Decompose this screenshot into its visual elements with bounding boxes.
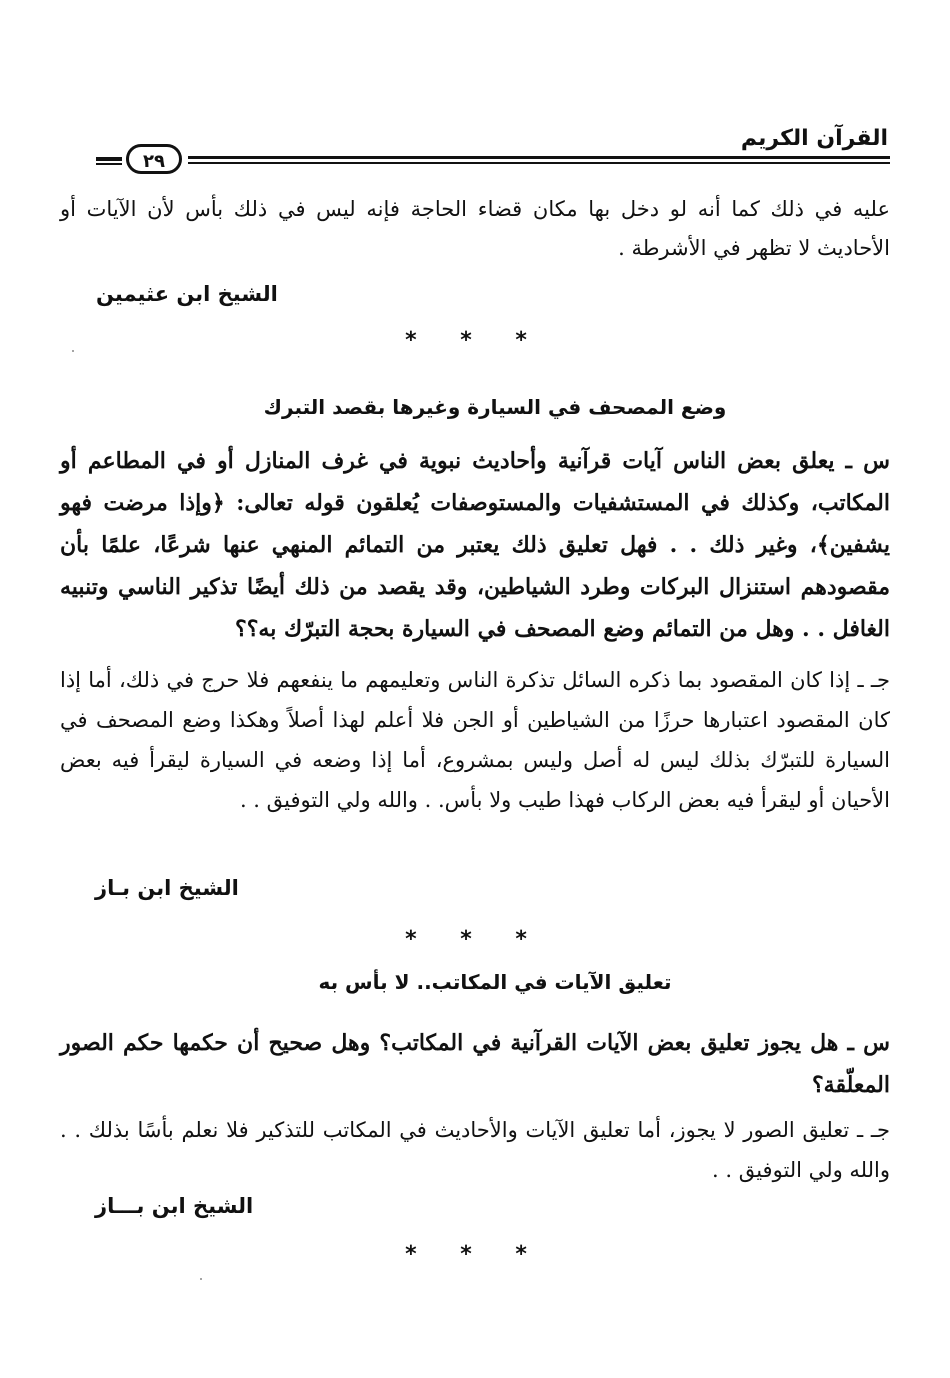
question-paragraph-2: س ـ هل يجوز تعليق بعض الآيات القرآنية في المكاتب؟ وهل صحيح أن حكمها حكم الصور المعلّقة؟ xyxy=(60,1030,890,1098)
intro-paragraph: عليه في ذلك كما أنه لو دخل بها مكان قضاء الحاجة فإنه ليس في ذلك بأس لأن الآيات أو الأحاديث لا تظهر في الأشرطة . xyxy=(60,197,890,260)
answer-paragraph-2: جـ ـ تعليق الصور لا يجوز، أما تعليق الآيات والأحاديث في المكاتب للتذكير فلا نعلم بأسًا بذلك . . والله ولي التوفيق . . xyxy=(60,1118,890,1182)
signature-ibn-uthaymeen: الشيخ ابن عثيمين xyxy=(96,282,278,306)
section-separator-stars: * * * xyxy=(405,328,545,353)
header-rule xyxy=(96,152,890,172)
answer-paragraph-1: جـ ـ إذا كان المقصود بما ذكره السائل تذكرة الناس وتعليمهم ما ينفعهم فلا حرج في ذلك، أما إذا كان المقصود اعتبارها حرزًا من الشياطين أو الجن فلا أعلم لهذا أصلاً وهكذا وضع المصحف في السيارة للتبرّك بذلك ليس له أصل وليس بمشروع، أما إذا وضعه في السيارة ليقرأ فيه بعض الأحيان أو ليقرأ فيه بعض الركاب فهذا طيب ولا بأس. . والله ولي التوفيق . . xyxy=(60,668,890,812)
section-separator-stars: * * * xyxy=(405,927,545,952)
section-separator-stars: * * * xyxy=(405,1242,545,1267)
signature-ibn-baz-2: الشيخ ابن بـــاز xyxy=(95,1194,254,1218)
header-rule-line-thin xyxy=(188,162,890,164)
question-paragraph-1: س ـ يعلق بعض الناس آيات قرآنية وأحاديث نبوية في غرف المنازل أو في المطاعم أو المكاتب، وكذلك في المستشفيات والمستوصفات يُعلقون قوله تعالى: ﴿وإذا مرضت فهو يشفين﴾، وغير ذلك . . فهل تعليق ذلك يعتبر من التمائم المنهي عنها شرعًا، علمًا بأن مقصودهم استنزال البركات وطرد الشياطين، وقد يقصد من ذلك أيضًا تذكير الناسي وتنبيه الغافل . . وهل من التمائم وضع المصحف في السيارة بحجة التبرّك به؟؟ xyxy=(60,448,890,642)
scan-speck xyxy=(200,1278,202,1280)
page-number: ٢٩ xyxy=(126,144,182,174)
header-rule-stub xyxy=(96,157,122,161)
running-header-title: القرآن الكريم xyxy=(740,126,888,151)
scan-speck xyxy=(72,350,74,352)
header-rule-stub-thin xyxy=(96,163,122,165)
signature-ibn-baz-1: الشيخ ابن بـاز xyxy=(95,876,239,900)
section-heading-office-verses: تعليق الآيات في المكاتب.. لا بأس به xyxy=(318,970,672,994)
header-rule-line xyxy=(188,156,890,159)
section-heading-mushaf-car: وضع المصحف في السيارة وغيرها بقصد التبرك xyxy=(263,395,727,419)
